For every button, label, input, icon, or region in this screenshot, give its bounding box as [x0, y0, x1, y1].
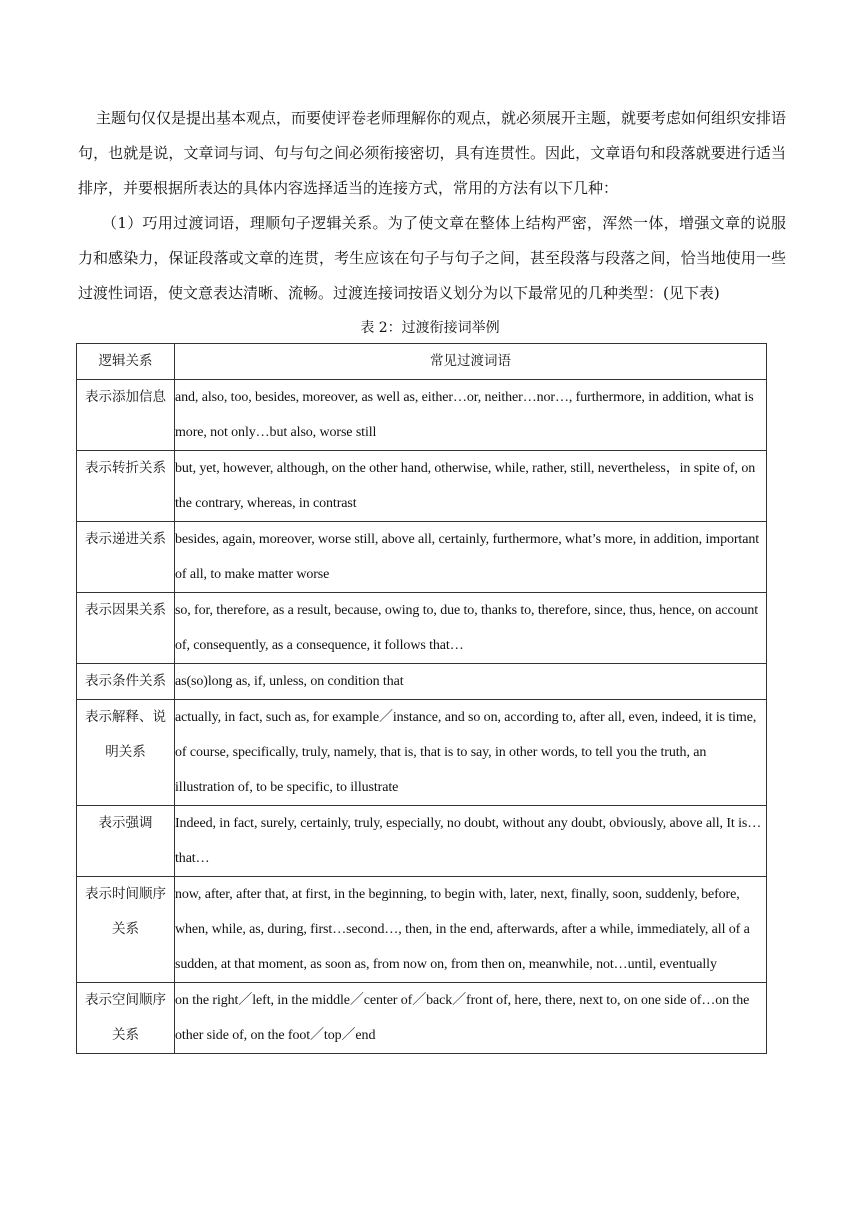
relation-cell: 表示递进关系	[77, 522, 175, 593]
relation-cell: 表示转折关系	[77, 451, 175, 522]
words-cell: actually, in fact, such as, for example／instance, and so on, according to, after all, even, indeed, it is time, of course, specifically, truly, namely, that is, that is to say, in other words, to tell you the truth, an illustration of, to be specific, to illustrate	[175, 700, 767, 806]
table-row	[77, 593, 767, 664]
intro-paragraph-2: （1）巧用过渡词语，理顺句子逻辑关系。为了使文章在整体上结构严密，浑然一体，增强文章的说服力和感染力，保证段落或文章的连贯，考生应该在句子与句子之间，甚至段落与段落之间，恰当地使用一些过渡性词语，使文意表达清晰、流畅。过渡连接词按语义划分为以下最常见的几种类型：(见下表)	[78, 214, 786, 302]
header-relation: 逻辑关系	[77, 344, 175, 380]
table-row	[77, 380, 767, 451]
relation-cell: 表示解释、说明关系	[77, 700, 175, 806]
table-row	[77, 451, 767, 522]
words-cell: and, also, too, besides, moreover, as well as, either…or, neither…nor…, furthermore, in addition, what is more, not only…but also, worse still	[175, 380, 767, 451]
relation-cell: 表示时间顺序关系	[77, 877, 175, 983]
words-cell: besides, again, moreover, worse still, above all, certainly, furthermore, what’s more, in addition, important of all, to make matter worse	[175, 522, 767, 593]
table-row	[77, 877, 767, 983]
relation-cell: 表示因果关系	[77, 593, 175, 664]
relation-cell: 表示空间顺序关系	[77, 983, 175, 1054]
table-caption: 表 2：过渡衔接词举例	[360, 320, 500, 336]
relation-cell: 表示添加信息	[77, 380, 175, 451]
words-cell: but, yet, however, although, on the other hand, otherwise, while, rather, still, nevertheless，in spite of, on the contrary, whereas, in contrast	[175, 451, 767, 522]
words-cell: so, for, therefore, as a result, because, owing to, due to, thanks to, therefore, since, thus, hence, on account of, consequently, as a consequence, it follows that…	[175, 593, 767, 664]
transition-words-table	[76, 343, 767, 1054]
relation-cell: 表示条件关系	[77, 664, 175, 700]
table-row	[77, 522, 767, 593]
table-row	[77, 806, 767, 877]
words-cell: Indeed, in fact, surely, certainly, truly, especially, no doubt, without any doubt, obviously, above all, It is…that…	[175, 806, 767, 877]
words-cell: now, after, after that, at first, in the beginning, to begin with, later, next, finally, soon, suddenly, before, when, while, as, during, first…second…, then, in the end, afterwards, after a while, immediately, all of a sudden, at that moment, as soon as, from now on, from then on, meanwhile, not…until, eventually	[175, 877, 767, 983]
words-cell: on the right／left, in the middle／center of／back／front of, here, there, next to, on one side of…on the other side of, on the foot／top／end	[175, 983, 767, 1054]
table-row	[77, 700, 767, 806]
table-header-row	[77, 344, 767, 380]
words-cell: as(so)long as, if, unless, on condition that	[175, 664, 767, 700]
relation-cell: 表示强调	[77, 806, 175, 877]
table-row	[77, 983, 767, 1054]
header-words: 常见过渡词语	[175, 344, 767, 380]
table-row	[77, 664, 767, 700]
intro-paragraph-1: 主题句仅仅是提出基本观点，而要使评卷老师理解你的观点，就必须展开主题，就要考虑如何组织安排语句，也就是说，文章词与词、句与句之间必须衔接密切，具有连贯性。因此，文章语句和段落就要进行适当排序，并要根据所表达的具体内容选择适当的连接方式，常用的方法有以下几种：	[78, 109, 787, 197]
